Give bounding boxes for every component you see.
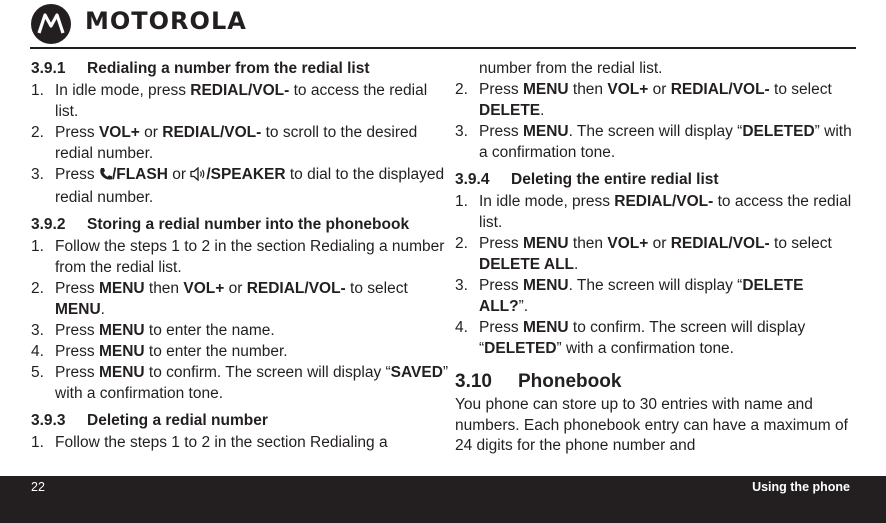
list-item: 1. Follow the steps 1 to 2 in the section Redialing a number from the redial list.: [31, 238, 445, 276]
list-item: 1. Follow the steps 1 to 2 in the section Redialing a: [31, 434, 388, 451]
list-item: 2. Press MENU then VOL+ or REDIAL/VOL- to select DELETE ALL.: [455, 235, 832, 273]
phonebook-paragraph: You phone can store up to 30 entries with name and numbers. Each phonebook entry can have a maximum of 24 digits for the phone number and: [455, 396, 848, 454]
section-heading-3-9-2: 3.9.2 Storing a redial number into the phonebook: [31, 216, 410, 233]
page-header: [0, 0, 886, 50]
footer-section-title: Using the phone: [752, 480, 850, 494]
left-column: [31, 58, 451, 453]
list-item-continuation: number from the redial list.: [479, 60, 663, 77]
speaker-icon: [190, 166, 206, 187]
list-item: 4. Press MENU to confirm. The screen will display “DELETED” with a confirmation tone.: [455, 319, 806, 357]
list-item: 3. Press MENU. The screen will display “DELETED” with a confirmation tone.: [455, 123, 852, 161]
list-item: 1. In idle mode, press REDIAL/VOL- to access the redial list.: [31, 82, 428, 120]
section-heading-3-9-3: 3.9.3 Deleting a redial number: [31, 412, 268, 429]
list-item: 3. Press MENU. The screen will display “DELETE ALL?”.: [455, 277, 804, 315]
list-item: 1. In idle mode, press REDIAL/VOL- to access the redial list.: [455, 193, 852, 231]
header-rule: [30, 47, 856, 49]
section-heading-3-10: 3.10 Phonebook: [455, 371, 622, 392]
list-item: 4. Press MENU to enter the number.: [31, 343, 288, 360]
motorola-logo-icon: [31, 4, 71, 44]
right-column: [455, 58, 855, 457]
page-footer: [0, 476, 886, 523]
phone-handset-icon: [99, 166, 112, 187]
list-item: 5. Press MENU to confirm. The screen will display “SAVED” with a confirmation tone.: [31, 364, 449, 402]
page-number: 22: [31, 480, 45, 494]
section-heading-3-9-1: 3.9.1 Redialing a number from the redial list: [31, 60, 370, 77]
list-item: 2. Press VOL+ or REDIAL/VOL- to scroll to the desired redial number.: [31, 124, 418, 162]
brand-wordmark: MOTOROLA: [85, 7, 247, 35]
section-heading-3-9-4: 3.9.4 Deleting the entire redial list: [455, 171, 719, 188]
list-item: 3. Press /FLASH or /SPEAKER to dial to the displayed redial number.: [31, 166, 445, 206]
list-item: 3. Press MENU to enter the name.: [31, 322, 275, 339]
list-item: 2. Press MENU then VOL+ or REDIAL/VOL- to select DELETE.: [455, 81, 832, 119]
list-item: 2. Press MENU then VOL+ or REDIAL/VOL- to select MENU.: [31, 280, 408, 318]
